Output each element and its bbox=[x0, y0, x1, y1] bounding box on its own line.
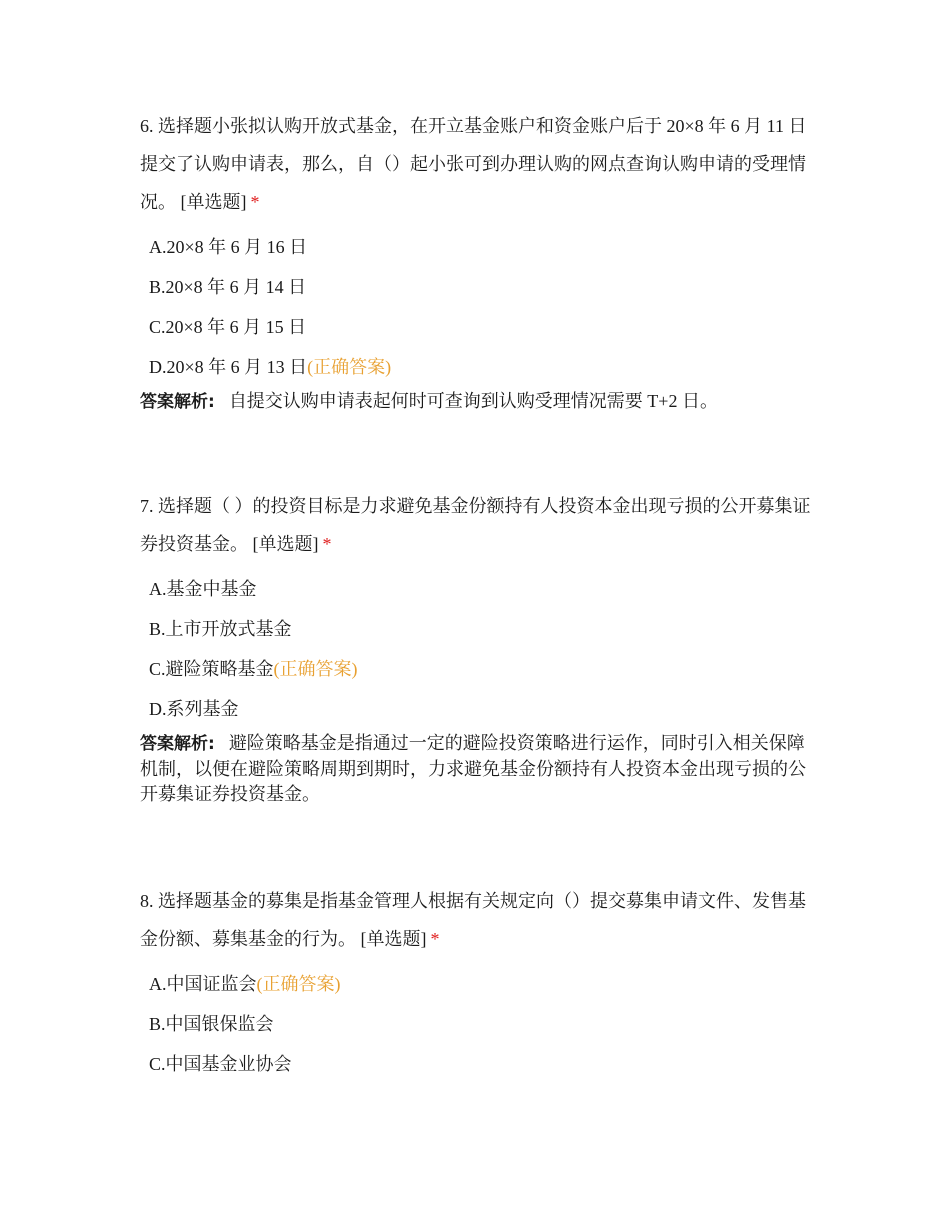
option-a[interactable]: A.基金中基金 bbox=[149, 579, 257, 599]
option-list bbox=[140, 227, 820, 387]
answer-analysis bbox=[140, 389, 820, 415]
option-b[interactable]: B.中国银保监会 bbox=[149, 1014, 274, 1034]
question-number: 6. bbox=[140, 116, 154, 136]
option-d[interactable]: D.20×8 年 6 月 13 日(正确答案) bbox=[149, 357, 392, 377]
option-c[interactable]: C.避险策略基金(正确答案) bbox=[149, 659, 358, 679]
question-type-tag: [单选题] bbox=[252, 534, 319, 554]
question-text bbox=[140, 107, 820, 221]
option-d[interactable]: D.系列基金 bbox=[149, 699, 239, 719]
option-b[interactable]: B.20×8 年 6 月 14 日 bbox=[149, 277, 307, 297]
question-body: 基金的募集是指基金管理人根据有关规定向（）提交募集申请文件、发售基金份额、募集基金的行为。 bbox=[140, 891, 806, 949]
question-type-prefix: 选择题 bbox=[158, 116, 212, 136]
question-type-prefix: 选择题 bbox=[158, 496, 212, 516]
option-list bbox=[140, 964, 820, 1084]
option-b[interactable]: B.上市开放式基金 bbox=[149, 619, 292, 639]
question-body: （ ）的投资目标是力求避免基金份额持有人投资本金出现亏损的公开募集证券投资基金。 bbox=[140, 496, 811, 554]
question-type-tag: [单选题] bbox=[180, 192, 247, 212]
answer-analysis bbox=[140, 731, 820, 807]
question-7 bbox=[140, 487, 820, 807]
analysis-text: 自提交认购申请表起何时可查询到认购受理情况需要 T+2 日。 bbox=[228, 391, 718, 411]
required-mark: * bbox=[250, 192, 260, 212]
question-8 bbox=[140, 882, 820, 1084]
option-c[interactable]: C.中国基金业协会 bbox=[149, 1054, 292, 1074]
question-number: 8. bbox=[140, 891, 154, 911]
question-body: 小张拟认购开放式基金，在开立基金账户和资金账户后于 20×8 年 6 月 11 日提交了认购申请表，那么，自（）起小张可到办理认购的网点查询认购申请的受理情况。 bbox=[140, 116, 807, 212]
question-6 bbox=[140, 107, 820, 415]
analysis-label: 答案解析: bbox=[140, 392, 215, 412]
correct-answer-tag: (正确答案) bbox=[273, 659, 358, 679]
option-a[interactable]: A.20×8 年 6 月 16 日 bbox=[149, 237, 308, 257]
question-number: 7. bbox=[140, 496, 154, 516]
question-text bbox=[140, 882, 820, 958]
option-c[interactable]: C.20×8 年 6 月 15 日 bbox=[149, 317, 307, 337]
question-text bbox=[140, 487, 820, 563]
correct-answer-tag: (正确答案) bbox=[256, 974, 341, 994]
analysis-text: 避险策略基金是指通过一定的避险投资策略进行运作，同时引入相关保障机制，以便在避险策略周期到期时，力求避免基金份额持有人投资本金出现亏损的公开募集证券投资基金。 bbox=[140, 733, 806, 804]
required-mark: * bbox=[430, 929, 440, 949]
analysis-label: 答案解析: bbox=[140, 734, 215, 754]
question-type-prefix: 选择题 bbox=[158, 891, 212, 911]
correct-answer-tag: (正确答案) bbox=[307, 357, 392, 377]
option-list bbox=[140, 569, 820, 729]
option-a[interactable]: A.中国证监会(正确答案) bbox=[149, 974, 341, 994]
required-mark: * bbox=[322, 534, 332, 554]
question-type-tag: [单选题] bbox=[360, 929, 427, 949]
